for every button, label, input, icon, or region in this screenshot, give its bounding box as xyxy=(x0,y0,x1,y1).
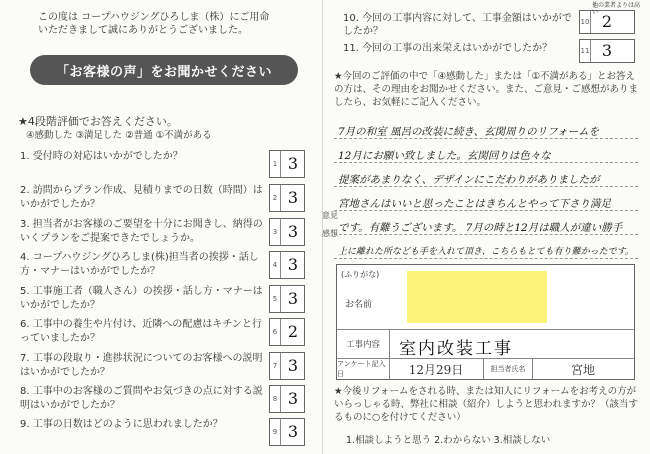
construction-label: 工事内容 xyxy=(337,330,390,358)
handwritten-comment: 提案があまりなく、デザインにこだわりがありましたが xyxy=(338,174,600,186)
comment-area[interactable] xyxy=(334,120,638,260)
side-label-impression: 感想 xyxy=(322,229,338,238)
answer-value: 3 xyxy=(287,422,299,441)
rating-title: ★4段階評価でお答えください。 xyxy=(18,115,178,128)
question-6: 6. 工事中の養生や片付け、近隣への配慮はキチンと行っていましたか？ xyxy=(20,319,262,344)
answer-number: 4 xyxy=(270,252,281,278)
staff-label: 担当者氏名 xyxy=(483,359,533,379)
answer-box-7[interactable] xyxy=(269,352,305,380)
answer-value: 2 xyxy=(287,322,299,341)
answer-value: 3 xyxy=(287,222,299,241)
name-row xyxy=(337,265,634,330)
ruled-line xyxy=(334,258,638,260)
fold-line xyxy=(322,0,323,454)
name-label: お名前 xyxy=(345,300,373,310)
answer-box-6[interactable] xyxy=(269,318,305,346)
question-7: 7. 工事の段取り・進捗状況についてのお客様への説明はいかがでしたか？ xyxy=(20,353,263,378)
answer-value: 3 xyxy=(287,255,299,274)
answer-value: 3 xyxy=(287,188,299,207)
date-value: 12月29日 xyxy=(408,362,464,377)
handwritten-comment: 宮地さんはいいと思ったことはきちんとやって下さり満足 xyxy=(338,198,611,210)
side-label-opinion: 意見 xyxy=(322,211,338,220)
redacted-name-highlight xyxy=(407,271,547,323)
staff-value: 宮地 xyxy=(570,362,595,377)
answer-number: 11 xyxy=(580,40,591,62)
answer-number: 6 xyxy=(270,319,281,345)
answer-box-11[interactable] xyxy=(579,39,635,63)
answer-number: 9 xyxy=(270,419,281,445)
answer-number: 1 xyxy=(270,151,281,177)
answer-box-5[interactable] xyxy=(269,285,305,313)
answer-value: 3 xyxy=(287,356,299,375)
answer-value: 2 xyxy=(601,12,613,31)
referral-question: ★今後リフォームをされる時、または知人にリフォームをお考えの方がいらっしゃる時、弊社に相談（紹介）しようと思われますか？（該当するものに○を付けてください） xyxy=(334,386,639,423)
answer-number: 2 xyxy=(270,185,281,211)
answer-box-3[interactable] xyxy=(269,218,305,246)
furigana-label: (ふりがな) xyxy=(341,270,380,279)
intro-line-2: いただきまして誠にありがとうございました。 xyxy=(38,25,248,36)
question-4: 4. コープハウジングひろしま(株)担当者の挨拶・話し方・マナーはいかがでしたか？ xyxy=(20,252,259,277)
handwritten-comment: です。有難うございます。 7月の時と12月は職人が違い勝手 xyxy=(338,222,623,234)
answer-value: 3 xyxy=(287,289,299,308)
answer-value: 3 xyxy=(287,389,299,408)
construction-row xyxy=(337,330,634,359)
answer-number: 5 xyxy=(270,286,281,312)
date-label: アンケート記入日 xyxy=(337,359,390,379)
answer-box-9[interactable] xyxy=(269,418,305,446)
question-5: 5. 工事施工者（職人さん）の挨拶・話し方・マナーはいかがでしたか？ xyxy=(20,286,263,311)
question-11: 11. 今回の工事の出来栄えはいかがでしたか？ xyxy=(343,43,553,54)
answer-box-2[interactable] xyxy=(269,184,305,212)
handwritten-note: 他の業者よりは高い xyxy=(592,2,641,16)
referral-options[interactable]: 1.相談しようと思う 2.わからない 3.相談しない xyxy=(346,435,551,446)
question-1: 1. 受付時の対応はいかがでしたか？ xyxy=(20,151,183,162)
question-8: 8. 工事中のお客様のご質問やお気づきの点に対する説明はいかがでしたか？ xyxy=(20,386,263,411)
rating-legend: ④感動した ③満足した ②普通 ①不満がある xyxy=(26,130,212,141)
handwritten-comment: 上に離れた所なども手を入れて頂き、こちらもとても有り難かったです。 xyxy=(338,247,634,257)
intro-line-1: この度は コープハウジングひろしま（株）にご用命 xyxy=(38,12,270,23)
customer-info-form xyxy=(336,264,635,380)
answer-value: 3 xyxy=(287,154,299,173)
answer-number: 3 xyxy=(270,219,281,245)
question-3: 3. 担当者がお客様のご要望を十分にお聞きし、納得のいくプランをご提案できたでしょうか。 xyxy=(20,219,263,244)
answer-box-8[interactable] xyxy=(269,385,305,413)
question-10: 10. 今回の工事内容に対して、工事金額はいかがでしたか？ xyxy=(343,13,572,37)
customer-voice-banner: 「お客様の声」をお聞かせください xyxy=(30,55,298,85)
comment-instructions: ★今回のご評価の中で「④感動した」または「①不満がある」とお答えの方は、その理由をお聞かせください。また、ご意見・ご感想がありましたら、お気軽にご記入ください。 xyxy=(334,71,639,108)
answer-box-4[interactable] xyxy=(269,251,305,279)
answer-number: 8 xyxy=(270,386,281,412)
handwritten-comment: 12月にお願い致しました。玄関回りは色々な xyxy=(338,150,551,162)
question-9: 9. 工事の日数はどのように思われましたか？ xyxy=(20,419,223,430)
meta-row xyxy=(337,359,634,379)
answer-box-1[interactable] xyxy=(269,150,305,178)
answer-value: 3 xyxy=(601,41,613,60)
question-2: 2. 訪問からプラン作成、見積りまでの日数（時間）はいかがでしたか？ xyxy=(20,185,263,210)
handwritten-comment: 7月の和室 風呂の改装に続き、玄関周りのリフォームを xyxy=(338,126,600,138)
construction-value: 室内改装工事 xyxy=(399,339,513,359)
answer-number: 7 xyxy=(270,353,281,379)
answer-number: 10 xyxy=(580,11,591,33)
